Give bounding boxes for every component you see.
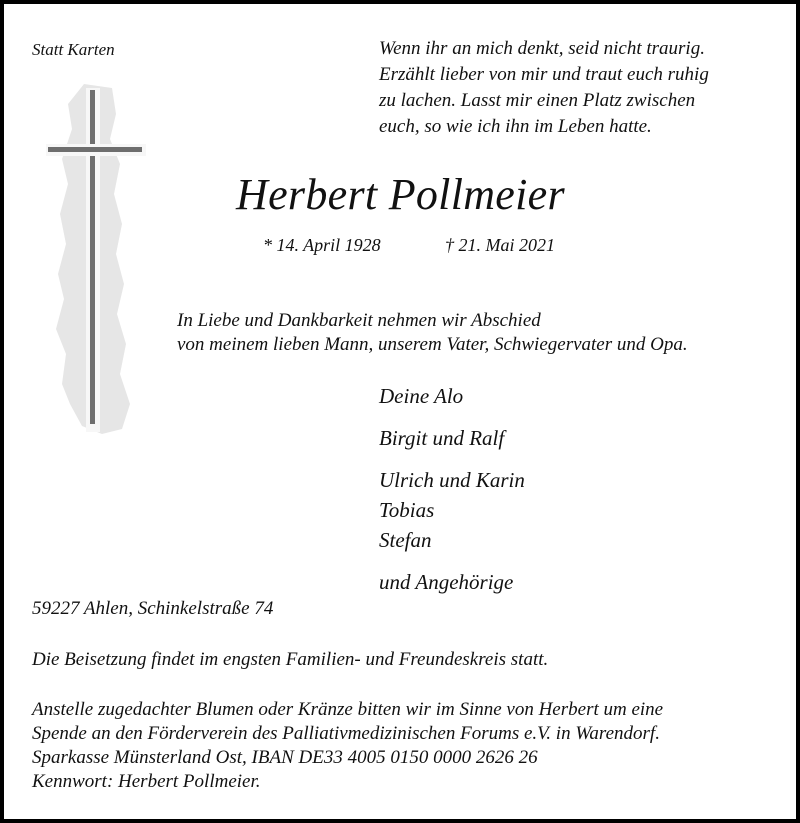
death-date: † 21. Mai 2021 — [445, 235, 555, 255]
birth-date: * 14. April 1928 — [263, 235, 381, 255]
farewell-line: In Liebe und Dankbarkeit nehmen wir Abschied — [177, 310, 541, 331]
donation-line: Spende an den Förderverein des Palliativmedizinischen Forums e.V. in Warendorf. — [32, 723, 660, 744]
poem — [379, 36, 709, 140]
burial-note: Die Beisetzung findet im engsten Familien- und Freundeskreis statt. — [32, 649, 549, 670]
statt-karten-label: Statt Karten — [32, 40, 115, 59]
cross-icon — [42, 84, 152, 439]
poem-line: euch, so wie ich ihn im Leben hatte. — [379, 116, 652, 137]
address: 59227 Ahlen, Schinkelstraße 74 — [32, 598, 274, 619]
mourner-name: Ulrich und Karin — [379, 468, 525, 492]
mourner-name: Deine Alo — [379, 384, 464, 408]
poem-line: zu lachen. Lasst mir einen Platz zwischen — [379, 90, 696, 111]
mourner-name: und Angehörige — [379, 570, 514, 594]
donation-line: Sparkasse Münsterland Ost, IBAN DE33 4005 0150 0000 2626 26 — [32, 747, 538, 768]
donation-note — [32, 698, 663, 794]
donation-line: Anstelle zugedachter Blumen oder Kränze bitten wir im Sinne von Herbert um eine — [32, 699, 664, 720]
mourner-name: Birgit und Ralf — [379, 426, 505, 450]
farewell-line: von meinem lieben Mann, unserem Vater, Schwiegervater und Opa. — [177, 334, 688, 355]
mourner-name: Tobias — [379, 498, 435, 522]
deceased-name: Herbert Pollmeier — [236, 170, 565, 219]
poem-line: Wenn ihr an mich denkt, seid nicht traurig. — [379, 38, 705, 59]
donation-line: Kennwort: Herbert Pollmeier. — [32, 771, 261, 792]
poem-line: Erzählt lieber von mir und traut euch ruhig — [379, 64, 709, 85]
farewell-text — [177, 309, 688, 357]
mourner-name: Stefan — [379, 528, 432, 552]
